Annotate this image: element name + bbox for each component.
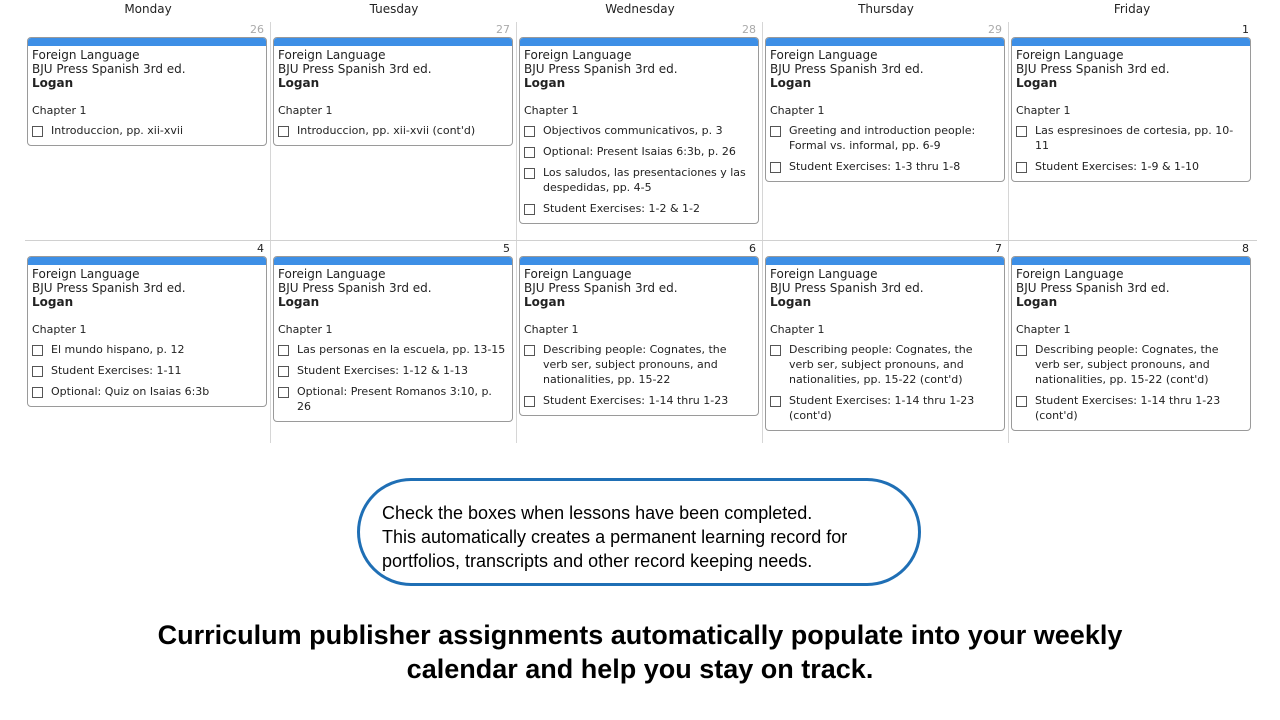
lesson-label: Las personas en la escuela, pp. 13-15 <box>297 343 506 356</box>
lesson-checkbox[interactable] <box>1016 126 1027 137</box>
lesson-label: Student Exercises: 1-11 <box>51 364 182 377</box>
lesson-item <box>28 381 266 402</box>
week-row-1 <box>25 22 1257 242</box>
lesson-item <box>274 339 512 360</box>
card-chapter: Chapter 1 <box>1016 323 1071 336</box>
lesson-item <box>520 339 758 390</box>
day-header-wednesday: Wednesday <box>605 2 675 16</box>
date-number: 1 <box>1242 23 1249 36</box>
assignment-card[interactable] <box>273 37 513 146</box>
assignment-card[interactable] <box>765 37 1005 182</box>
card-color-bar <box>520 257 758 265</box>
lesson-item <box>28 360 266 381</box>
card-curriculum: BJU Press Spanish 3rd ed. <box>524 62 678 76</box>
lesson-item <box>520 141 758 162</box>
date-number: 4 <box>257 242 264 255</box>
lesson-label: Student Exercises: 1-14 thru 1-23 <box>543 394 729 407</box>
lesson-label: Greeting and introduction people: Formal vs. informal, pp. 6-9 <box>789 124 976 152</box>
card-chapter: Chapter 1 <box>32 323 87 336</box>
lesson-label: Describing people: Cognates, the verb ser, subject pronouns, and nationalities, pp. 15-22 (cont'd) <box>1035 343 1219 386</box>
lesson-label: Student Exercises: 1-14 thru 1-23 (cont'd) <box>1035 394 1221 422</box>
lesson-item <box>766 339 1004 390</box>
card-subject: Foreign Language <box>524 267 632 281</box>
lesson-item <box>1012 156 1250 177</box>
lesson-label: Las espresinoes de cortesia, pp. 10-11 <box>1035 124 1234 152</box>
lesson-item <box>520 162 758 198</box>
day-cell <box>25 22 271 242</box>
headline <box>0 618 1280 686</box>
callout-line: portfolios, transcripts and other record keeping needs. <box>382 551 813 571</box>
lesson-item <box>1012 390 1250 426</box>
card-subject: Foreign Language <box>278 48 386 62</box>
card-subject: Foreign Language <box>32 48 140 62</box>
date-number: 26 <box>250 23 264 36</box>
lesson-item <box>520 198 758 219</box>
card-curriculum: BJU Press Spanish 3rd ed. <box>1016 62 1170 76</box>
lesson-label: Student Exercises: 1-14 thru 1-23 (cont'd) <box>789 394 975 422</box>
lesson-label: Los saludos, las presentaciones y las despedidas, pp. 4-5 <box>543 166 746 194</box>
lesson-item <box>1012 339 1250 390</box>
lesson-checkbox[interactable] <box>524 204 535 215</box>
lesson-checkbox[interactable] <box>524 147 535 158</box>
card-color-bar <box>766 257 1004 265</box>
lesson-item <box>766 120 1004 156</box>
day-cell <box>517 241 763 443</box>
card-chapter: Chapter 1 <box>278 104 333 117</box>
callout-line: Check the boxes when lessons have been completed. <box>382 503 813 523</box>
card-student: Logan <box>524 295 566 309</box>
lesson-item <box>274 381 512 417</box>
assignment-card[interactable] <box>1011 256 1251 431</box>
headline-line: Curriculum publisher assignments automatically populate into your weekly <box>157 620 1123 650</box>
card-color-bar <box>274 257 512 265</box>
callout-line: This automatically creates a permanent learning record for <box>382 527 848 547</box>
card-chapter: Chapter 1 <box>770 323 825 336</box>
lesson-label: Describing people: Cognates, the verb ser, subject pronouns, and nationalities, pp. 15-22 <box>543 343 727 386</box>
card-color-bar <box>520 38 758 46</box>
card-curriculum: BJU Press Spanish 3rd ed. <box>524 281 678 295</box>
assignment-card[interactable] <box>273 256 513 422</box>
lesson-label: Introduccion, pp. xii-xvii <box>51 124 184 137</box>
lesson-item <box>1012 120 1250 156</box>
day-cell <box>25 241 271 443</box>
lesson-checkbox[interactable] <box>770 345 781 356</box>
lesson-label: Optional: Quiz on Isaias 6:3b <box>51 385 210 398</box>
assignment-card[interactable] <box>27 37 267 146</box>
lesson-item <box>766 390 1004 426</box>
card-chapter: Chapter 1 <box>1016 104 1071 117</box>
card-student: Logan <box>770 76 812 90</box>
card-color-bar <box>1012 38 1250 46</box>
assignment-card[interactable] <box>765 256 1005 431</box>
card-subject: Foreign Language <box>32 267 140 281</box>
lesson-item <box>520 120 758 141</box>
card-curriculum: BJU Press Spanish 3rd ed. <box>278 281 432 295</box>
day-cell <box>1009 22 1255 242</box>
lesson-label: Describing people: Cognates, the verb ser, subject pronouns, and nationalities, pp. 15-22 (cont'd) <box>789 343 973 386</box>
card-subject: Foreign Language <box>1016 48 1124 62</box>
card-student: Logan <box>278 76 320 90</box>
day-cell <box>517 22 763 242</box>
card-subject: Foreign Language <box>770 48 878 62</box>
lesson-checkbox[interactable] <box>770 396 781 407</box>
card-chapter: Chapter 1 <box>770 104 825 117</box>
lesson-checkbox[interactable] <box>278 366 289 377</box>
card-curriculum: BJU Press Spanish 3rd ed. <box>770 62 924 76</box>
day-cell <box>763 241 1009 443</box>
card-chapter: Chapter 1 <box>524 104 579 117</box>
lesson-item <box>28 120 266 141</box>
day-header-row <box>25 0 1257 20</box>
assignment-card[interactable] <box>519 256 759 416</box>
card-subject: Foreign Language <box>770 267 878 281</box>
day-header-thursday: Thursday <box>858 2 914 16</box>
date-number: 7 <box>995 242 1002 255</box>
lesson-checkbox[interactable] <box>524 396 535 407</box>
lesson-checkbox[interactable] <box>770 126 781 137</box>
date-number: 29 <box>988 23 1002 36</box>
headline-line: calendar and help you stay on track. <box>406 654 874 684</box>
assignment-card[interactable] <box>519 37 759 224</box>
lesson-label: Introduccion, pp. xii-xvii (cont'd) <box>297 124 476 137</box>
card-chapter: Chapter 1 <box>32 104 87 117</box>
day-cell <box>1009 241 1255 443</box>
card-student: Logan <box>278 295 320 309</box>
lesson-checkbox[interactable] <box>1016 162 1027 173</box>
card-curriculum: BJU Press Spanish 3rd ed. <box>32 62 186 76</box>
card-color-bar <box>1012 257 1250 265</box>
lesson-checkbox[interactable] <box>32 345 43 356</box>
card-color-bar <box>766 38 1004 46</box>
lesson-item <box>766 156 1004 177</box>
lesson-label: El mundo hispano, p. 12 <box>51 343 185 356</box>
lesson-checkbox[interactable] <box>524 345 535 356</box>
lesson-label: Student Exercises: 1-12 & 1-13 <box>297 364 469 377</box>
lesson-checkbox[interactable] <box>278 345 289 356</box>
lesson-checkbox[interactable] <box>770 162 781 173</box>
lesson-label: Optional: Present Romanos 3:10, p. 26 <box>297 385 492 413</box>
day-cell <box>271 22 517 242</box>
card-student: Logan <box>32 295 74 309</box>
day-header-monday: Monday <box>124 2 172 16</box>
lesson-checkbox[interactable] <box>524 168 535 179</box>
lesson-label: Student Exercises: 1-3 thru 1-8 <box>789 160 961 173</box>
card-chapter: Chapter 1 <box>278 323 333 336</box>
card-subject: Foreign Language <box>278 267 386 281</box>
lesson-checkbox[interactable] <box>524 126 535 137</box>
card-color-bar <box>28 38 266 46</box>
lesson-checkbox[interactable] <box>1016 396 1027 407</box>
card-student: Logan <box>524 76 566 90</box>
lesson-label: Optional: Present Isaias 6:3b, p. 26 <box>543 145 736 158</box>
lesson-label: Objectivos communicativos, p. 3 <box>543 124 723 137</box>
date-number: 27 <box>496 23 510 36</box>
lesson-label: Student Exercises: 1-9 & 1-10 <box>1035 160 1200 173</box>
date-number: 8 <box>1242 242 1249 255</box>
lesson-item <box>274 120 512 141</box>
assignment-card[interactable] <box>27 256 267 407</box>
card-curriculum: BJU Press Spanish 3rd ed. <box>770 281 924 295</box>
lesson-checkbox[interactable] <box>278 126 289 137</box>
card-student: Logan <box>770 295 812 309</box>
date-number: 28 <box>742 23 756 36</box>
day-cell <box>763 22 1009 242</box>
week-row-2 <box>25 240 1257 443</box>
date-number: 5 <box>503 242 510 255</box>
card-student: Logan <box>1016 295 1058 309</box>
card-subject: Foreign Language <box>524 48 632 62</box>
callout-bubble <box>357 478 921 586</box>
card-curriculum: BJU Press Spanish 3rd ed. <box>278 62 432 76</box>
lesson-item <box>274 360 512 381</box>
card-curriculum: BJU Press Spanish 3rd ed. <box>1016 281 1170 295</box>
card-student: Logan <box>1016 76 1058 90</box>
lesson-checkbox[interactable] <box>32 387 43 398</box>
day-header-tuesday: Tuesday <box>369 2 419 16</box>
card-student: Logan <box>32 76 74 90</box>
lesson-checkbox[interactable] <box>32 126 43 137</box>
date-number: 6 <box>749 242 756 255</box>
card-curriculum: BJU Press Spanish 3rd ed. <box>32 281 186 295</box>
day-cell <box>271 241 517 443</box>
day-header-friday: Friday <box>1113 2 1151 16</box>
lesson-label: Student Exercises: 1-2 & 1-2 <box>543 202 701 215</box>
card-chapter: Chapter 1 <box>524 323 579 336</box>
lesson-checkbox[interactable] <box>278 387 289 398</box>
lesson-item <box>520 390 758 411</box>
lesson-checkbox[interactable] <box>32 366 43 377</box>
assignment-card[interactable] <box>1011 37 1251 182</box>
card-color-bar <box>274 38 512 46</box>
lesson-checkbox[interactable] <box>1016 345 1027 356</box>
card-color-bar <box>28 257 266 265</box>
weekly-calendar <box>25 0 1257 442</box>
card-subject: Foreign Language <box>1016 267 1124 281</box>
lesson-item <box>28 339 266 360</box>
